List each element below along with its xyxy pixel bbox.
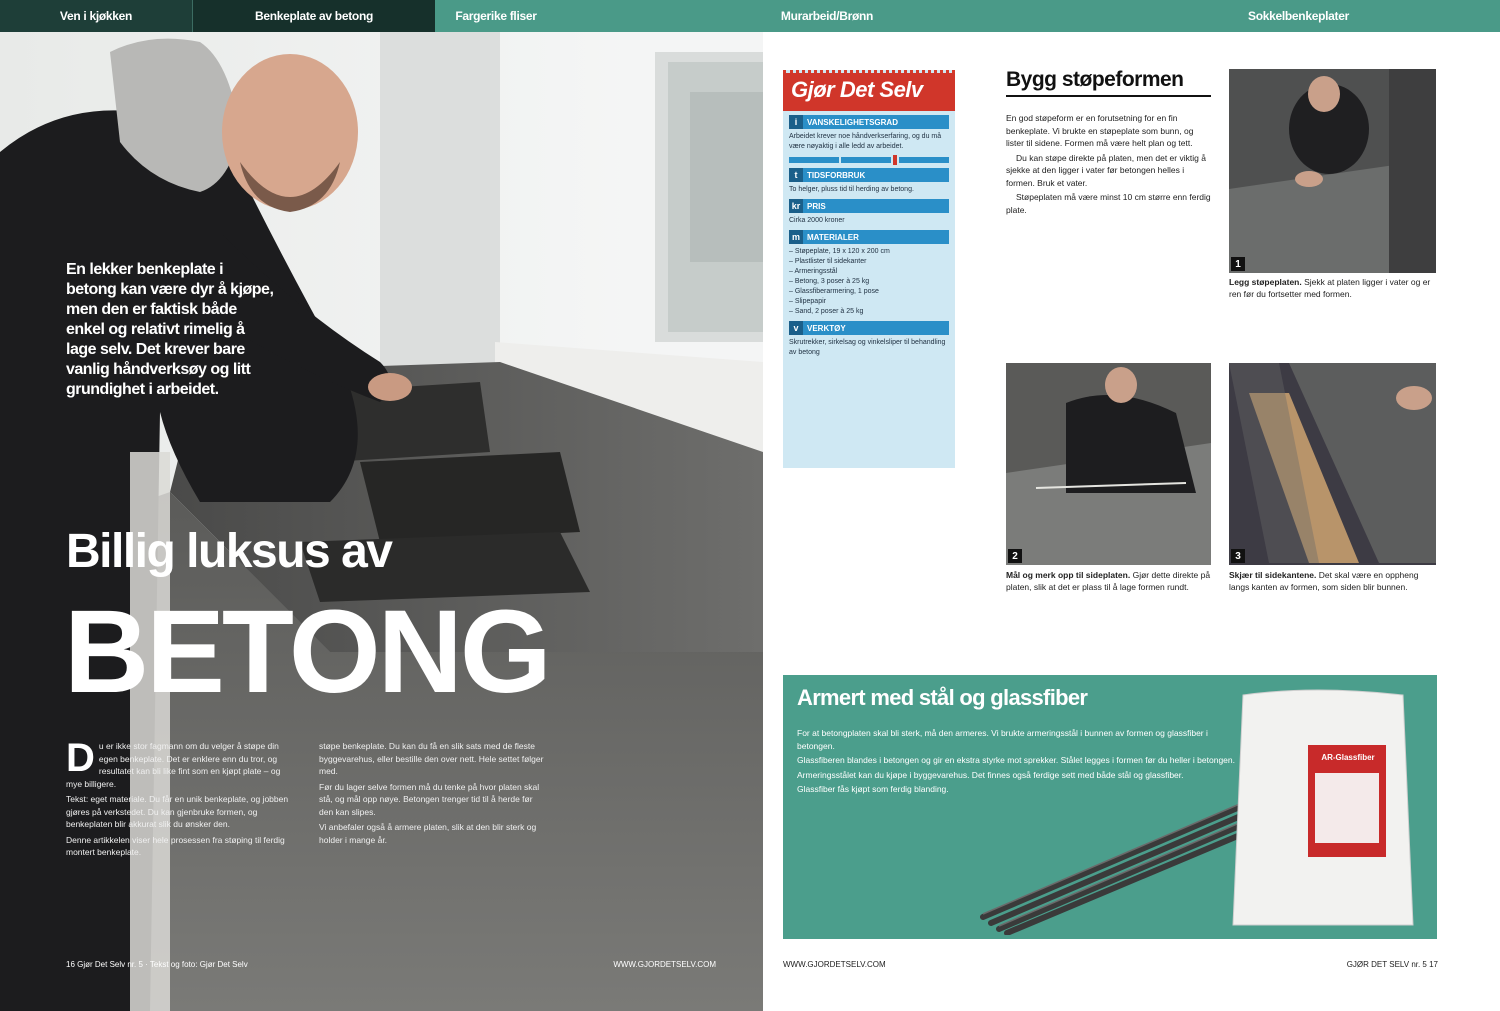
rating-segment xyxy=(841,157,891,163)
paragraph: Armeringsstålet kan du kjøpe i byggevarehus. Det finnes også ferdige sett med både stål og glassfiber. xyxy=(797,769,1184,780)
glassfiber-bag-label: AR-Glassfiber xyxy=(1321,753,1375,762)
diy-logo: Gjør Det Selv xyxy=(783,73,955,111)
caption-text: Gjør dette direkte på platen, slik at det er plass til å lage formen rundt. xyxy=(1006,570,1211,592)
section-text: Arbeidet krever noe håndverkserfaring, og du må være nøyaktig i alle ledd av arbeidet. xyxy=(789,133,942,150)
headline-big: BETONG xyxy=(64,586,549,718)
step-caption-1 xyxy=(1229,276,1436,300)
paragraph: For at betongplaten skal bli sterk, må den armeres. Vi brukte armeringsstål i bunnen av formen og glassfiber i betongen. xyxy=(797,728,1208,751)
section-label: TIDSFORBRUK xyxy=(807,170,866,180)
tab-benkeplate-betong[interactable] xyxy=(192,0,435,32)
section-nav xyxy=(0,0,1500,32)
paragraph: Denne artikkelen viser hele prosessen fra støping til ferdig montert benkeplate. xyxy=(66,834,285,857)
caption-text: Sjekk at platen ligger i vater og er ren før du fortsetter med formen. xyxy=(1229,277,1431,299)
paragraph: Glassfiberen blandes i betongen og gir en ekstra styrke mot sprekker. Stålet legges i formen før du heller i betongen. xyxy=(797,755,1235,765)
paragraph: Tekst: eget materiale. Du får en unik benkeplate, og jobben gjøres på verkstedet. Du kan gjenbruke formen, og benkeplaten blir akkurat slik du ønsker den. xyxy=(66,794,289,829)
body-column-2 xyxy=(319,740,546,862)
diy-section-materials xyxy=(789,230,949,317)
section-label: PRIS xyxy=(807,201,826,211)
intro-end: Det krever bare vanlig håndverksøy og litt grundighet i arbeidet. xyxy=(66,341,251,398)
section-label: VANSKELIGHETSGRAD xyxy=(807,117,898,127)
body-column-1 xyxy=(66,736,293,862)
paragraph: u er ikke stor fagmann om du velger å støpe din egen benkeplate. Det er enklere enn du tror, og resultatet kan bli like fint som en kjøpt plate – og mye billigere. xyxy=(66,741,281,789)
clock-icon: t xyxy=(789,168,803,182)
section-text: Cirka 2000 kroner xyxy=(789,217,845,224)
step-number: 1 xyxy=(1231,257,1245,271)
tools-icon: v xyxy=(789,321,803,335)
tab-label: Fargerike fliser xyxy=(455,9,537,23)
headline-small: Billig luksus av xyxy=(66,525,392,578)
step-number: 3 xyxy=(1231,549,1245,563)
diy-section-price xyxy=(789,199,949,226)
footer-left xyxy=(66,960,716,969)
difficulty-icon: i xyxy=(789,115,803,129)
section-title: Bygg støpeformen xyxy=(1006,68,1211,97)
caption-title: Skjær til sidekantene. xyxy=(1229,570,1317,580)
step-caption-2 xyxy=(1006,569,1211,593)
diy-section-tools xyxy=(789,321,949,358)
rating-segment xyxy=(789,157,839,163)
tab-fargerike-fliser[interactable] xyxy=(435,0,557,32)
section-text: Skrutrekker, sirkelsag og vinkelsliper til behandling av betong xyxy=(789,339,946,356)
intro-text xyxy=(66,260,276,400)
tab-label: Benkeplate av betong xyxy=(254,9,374,23)
footer-url[interactable]: WWW.GJORDETSELV.COM xyxy=(783,960,886,969)
tab-murarbeid[interactable] xyxy=(557,0,1097,32)
diy-section-difficulty xyxy=(789,115,949,164)
difficulty-rating xyxy=(789,156,949,164)
paragraph: En god støpeform er en forutsetning for en fin benkeplate. Vi brukte en støpeplate som bunn, og lister til sidene. Formen må være helt plan og tett. xyxy=(1006,113,1194,148)
section-text: – Støpeplate, 19 x 120 x 200 cm – Plastlister til sidekanter – Armeringsstål – Betong, 3 poser à 25 kg – Glassfiberarmering, 1 pose – Slipepapir – Sand, 2 poser à 25 kg xyxy=(789,248,890,315)
step-photo-2 xyxy=(1006,363,1211,565)
diy-section-time xyxy=(789,168,949,195)
diy-info-box xyxy=(783,70,955,468)
intro-bold: den er faktisk både enkel og relativt rimelig å lage selv. xyxy=(66,301,245,358)
step-caption-3 xyxy=(1229,569,1436,593)
rating-segment xyxy=(899,157,949,163)
paragraph: Du kan støpe direkte på platen, men det er viktig å sjekke at den ligger i vater før betongen helles i formen. Bruk et vater. xyxy=(1006,152,1206,188)
section-body xyxy=(1006,112,1211,218)
left-page xyxy=(0,32,763,1011)
footer-right xyxy=(783,960,1438,969)
tab-label: Murarbeid/Brønn xyxy=(780,9,874,23)
paragraph: Støpeplaten må være minst 10 cm større enn ferdig plate. xyxy=(1006,192,1211,215)
section-label: VERKTØY xyxy=(807,323,846,333)
paragraph: støpe benkeplate. Du kan du få en slik sats med de fleste byggevarehus, eller bestille den over nett. Hele settet følger med. xyxy=(319,741,544,776)
kitchen-photo xyxy=(0,32,763,1011)
step-photo-1 xyxy=(1229,69,1436,273)
right-page xyxy=(763,32,1500,1011)
step-photo-3 xyxy=(1229,363,1436,565)
box-title: Armert med stål og glassfiber xyxy=(797,685,1088,710)
rating-marker xyxy=(893,155,897,165)
section-label: MATERIALER xyxy=(807,232,859,242)
footer-credit: 16 Gjør Det Selv nr. 5 · Tekst og foto: Gjør Det Selv xyxy=(66,960,248,969)
paragraph: Glassfiber fås kjøpt som ferdig blanding. xyxy=(797,784,949,794)
paragraph: Vi anbefaler også å armere platen, slik at den blir sterk og holder i mange år. xyxy=(319,822,537,845)
footer-page-number: GJØR DET SELV nr. 5 17 xyxy=(1346,960,1438,969)
tab-label: Sokkelbenkeplater xyxy=(1248,9,1349,23)
tab-sokkelbenkeplater[interactable] xyxy=(1097,0,1500,32)
materials-icon: m xyxy=(789,230,803,244)
section-text: To helger, pluss tid til herding av betong. xyxy=(789,186,914,193)
step-number: 2 xyxy=(1008,549,1022,563)
rebar-and-glassfiber-image xyxy=(973,685,1433,935)
paragraph: Før du lager selve formen må du tenke på hvor platen skal stå, og mål opp nøye. Betongen trenger tid til å herde før den kan slipes. xyxy=(319,781,540,817)
caption-title: Mål og merk opp til sideplaten. xyxy=(1006,570,1131,580)
price-icon: kr xyxy=(789,199,803,213)
footer-url[interactable]: WWW.GJORDETSELV.COM xyxy=(613,960,716,969)
body-columns xyxy=(66,736,546,862)
drop-cap: D xyxy=(66,736,95,780)
armert-box xyxy=(783,675,1437,939)
intro-normal: En lekker benkeplate i betong kan være dyr å kjøpe, men xyxy=(66,261,274,318)
caption-title: Legg støpeplaten. xyxy=(1229,277,1302,287)
tab-label: Ven i kjøkken xyxy=(59,9,133,23)
tab-ven-i-kjokken[interactable] xyxy=(0,0,192,32)
caption-text: Det skal være en oppheng langs kanten av formen, som siden blir bunnen. xyxy=(1229,570,1419,592)
